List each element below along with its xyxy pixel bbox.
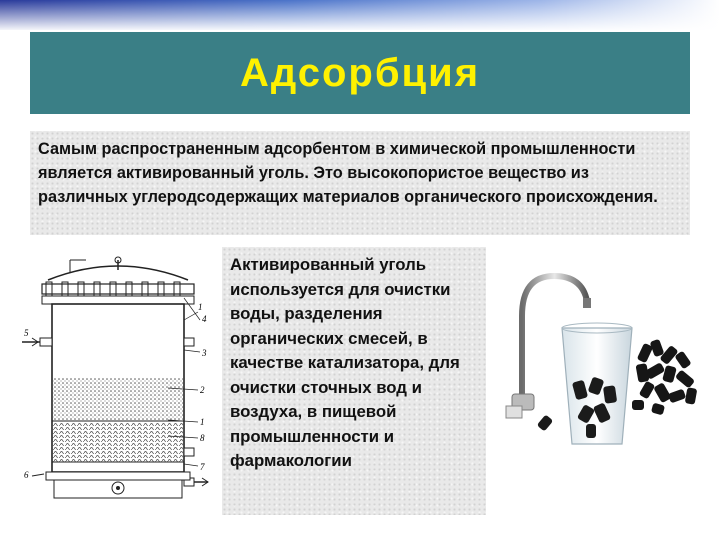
title-bar [30,32,690,114]
upper-flange [42,284,194,294]
label-6: 6 [24,470,29,480]
label-1: 1 [200,417,205,427]
adsorbent-layer [53,378,183,420]
usage-text: Активированный уголь используется для очистки воды, разделения органических смесей, в качестве катализатора, для очистки сточных вод и воздуха, в пищевой промышленности и фармакологии [230,255,460,470]
adsorber-diagram [18,250,218,512]
label-4: 4 [202,314,207,324]
label-2: 2 [200,385,205,395]
top-decorative-band [0,0,720,30]
label-7: 7 [200,462,205,472]
intro-text-box [30,131,690,235]
support-layer [53,422,183,462]
intro-text: Самым распространенным адсорбентом в химической промышленности является активированный уголь. Это высокопористое вещество из различных углеродсодержащих материалов органического происхождения. [38,140,658,206]
label-3: 3 [202,348,207,358]
label-5: 5 [24,328,29,338]
water-filter-photo [492,256,702,456]
slide-title: Адсорбция [239,50,481,95]
label-1-top: 1 [198,302,203,312]
usage-text-box [222,247,486,515]
label-8: 8 [200,433,205,443]
